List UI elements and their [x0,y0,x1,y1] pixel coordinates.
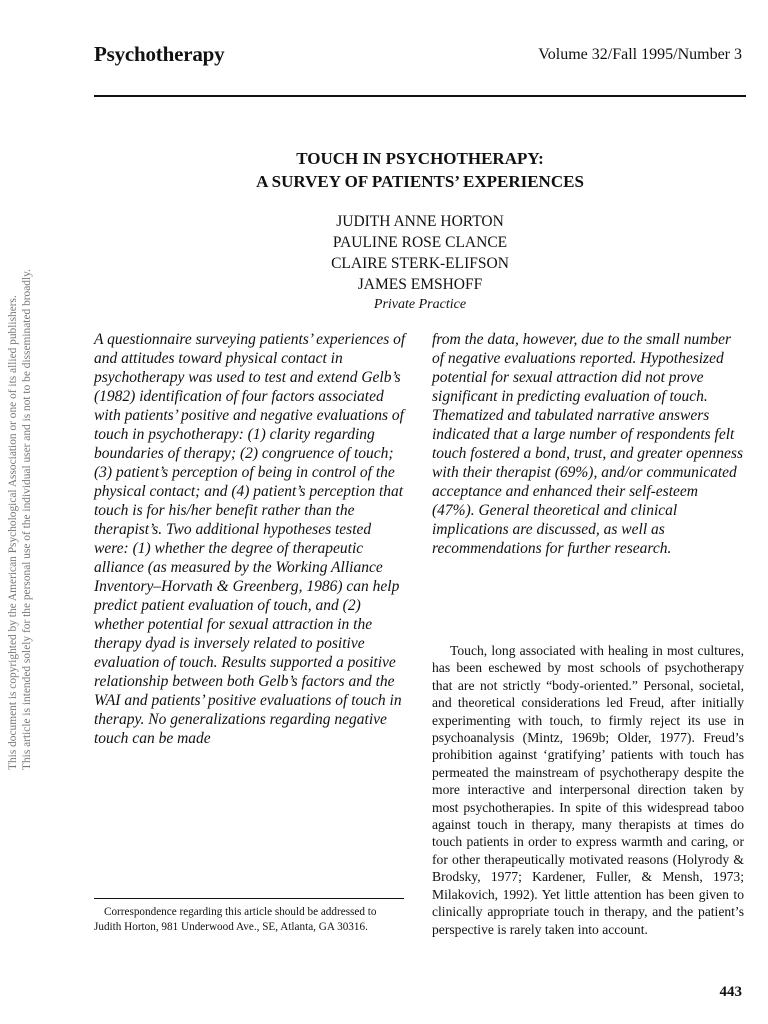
author-name: JAMES EMSHOFF [357,276,483,293]
copyright-watermark [6,10,50,770]
page-number: 443 [719,984,742,1000]
article-title-line-1: TOUCH IN PSYCHOTHERAPY: [296,149,544,168]
author-name: JUDITH ANNE HORTON [336,213,504,230]
author-block [94,211,746,315]
author-name: CLAIRE STERK-ELIFSON [331,255,509,272]
watermark-line-1: This document is copyrighted by the American Psychological Association or one of its allied publishers. [7,295,19,770]
article-title-line-2: A SURVEY OF PATIENTS’ EXPERIENCES [256,172,584,191]
journal-name: Psychotherapy [94,42,225,66]
footnote-rule [94,898,404,899]
abstract-text-right: from the data, however, due to the small number of negative evaluations reported. Hypothesized potential for sexual attraction did not prove significant in predicting evaluation of touch. Thematized and tabulated narrative answers indicated that a large number of respondents felt touch fostered a bond, trust, and greater openness with their therapist (69%), and/or communicated acceptance and enhanced their self-esteem (47%). General theoretical and clinical implications are discussed, as well as recommendations for further research. [432,331,743,557]
abstract-column-right [432,330,744,558]
author-affiliation: Private Practice [373,297,467,312]
author-name: PAULINE ROSE CLANCE [332,234,508,251]
volume-info: Volume 32/Fall 1995/Number 3 [538,46,742,63]
body-paragraph: Touch, long associated with healing in most cultures, has been eschewed by most schools of psychotherapy that are not strictly “body-oriented.” Personal, societal, and theoretical considerations led Freud, after initially experimenting with touch, to firmly reject its use in psychoanalysis (Mintz, 1969b; Older, 1977). Freud’s prohibition against ‘gratifying’ patients with touch has permeated the mainstream of psychotherapy despite the more interactive and interpersonal direction taken by most psychotherapies. In spite of this widespread taboo against touch in therapy, many therapists at times do touch patients in order to express warmth and caring, or for other therapeutically motivated reasons (Holyrody & Brodsky, 1977; Kardener, Fuller, & Mensh, 1973; Milakovich, 1992). Yet little attention has been given to clinically appropriate touch in therapy, and the patient’s perspective is rarely taken into account. [432,643,744,937]
header-rule [94,95,746,97]
correspondence-footnote: Correspondence regarding this article should be addressed to Judith Horton, 981 Underwood Ave., SE, Atlanta, GA 30316. [94,906,377,933]
abstract-text-left: A questionnaire surveying patients’ experiences of and attitudes toward physical contact in psychotherapy was used to test and extend Gelb’s (1982) identification of four factors associated with patients’ positive and negative evaluations of touch in psychotherapy: (1) clarity regarding boundaries of therapy; (2) congruence of touch; (3) patient’s perception of being in control of the physical contact; and (4) patient’s perception that touch is for his/her benefit rather than the therapist’s. Two additional hypotheses tested were: (1) whether the degree of therapeutic alliance (as measured by the Working Alliance Inventory–Horvath & Greenberg, 1986) can help predict patient evaluation of touch, and (2) whether potential for sexual attraction in the therapy dyad is inversely related to positive evaluation of touch. Results supported a positive relationship between both Gelb’s factors and the WAI and patients’ positive evaluations of touch in therapy. No generalizations regarding negative touch can be made [94,331,406,747]
watermark-line-2: This article is intended solely for the personal use of the individual user and is not to be disseminated broadly. [21,269,33,770]
abstract-column-left [94,330,406,748]
